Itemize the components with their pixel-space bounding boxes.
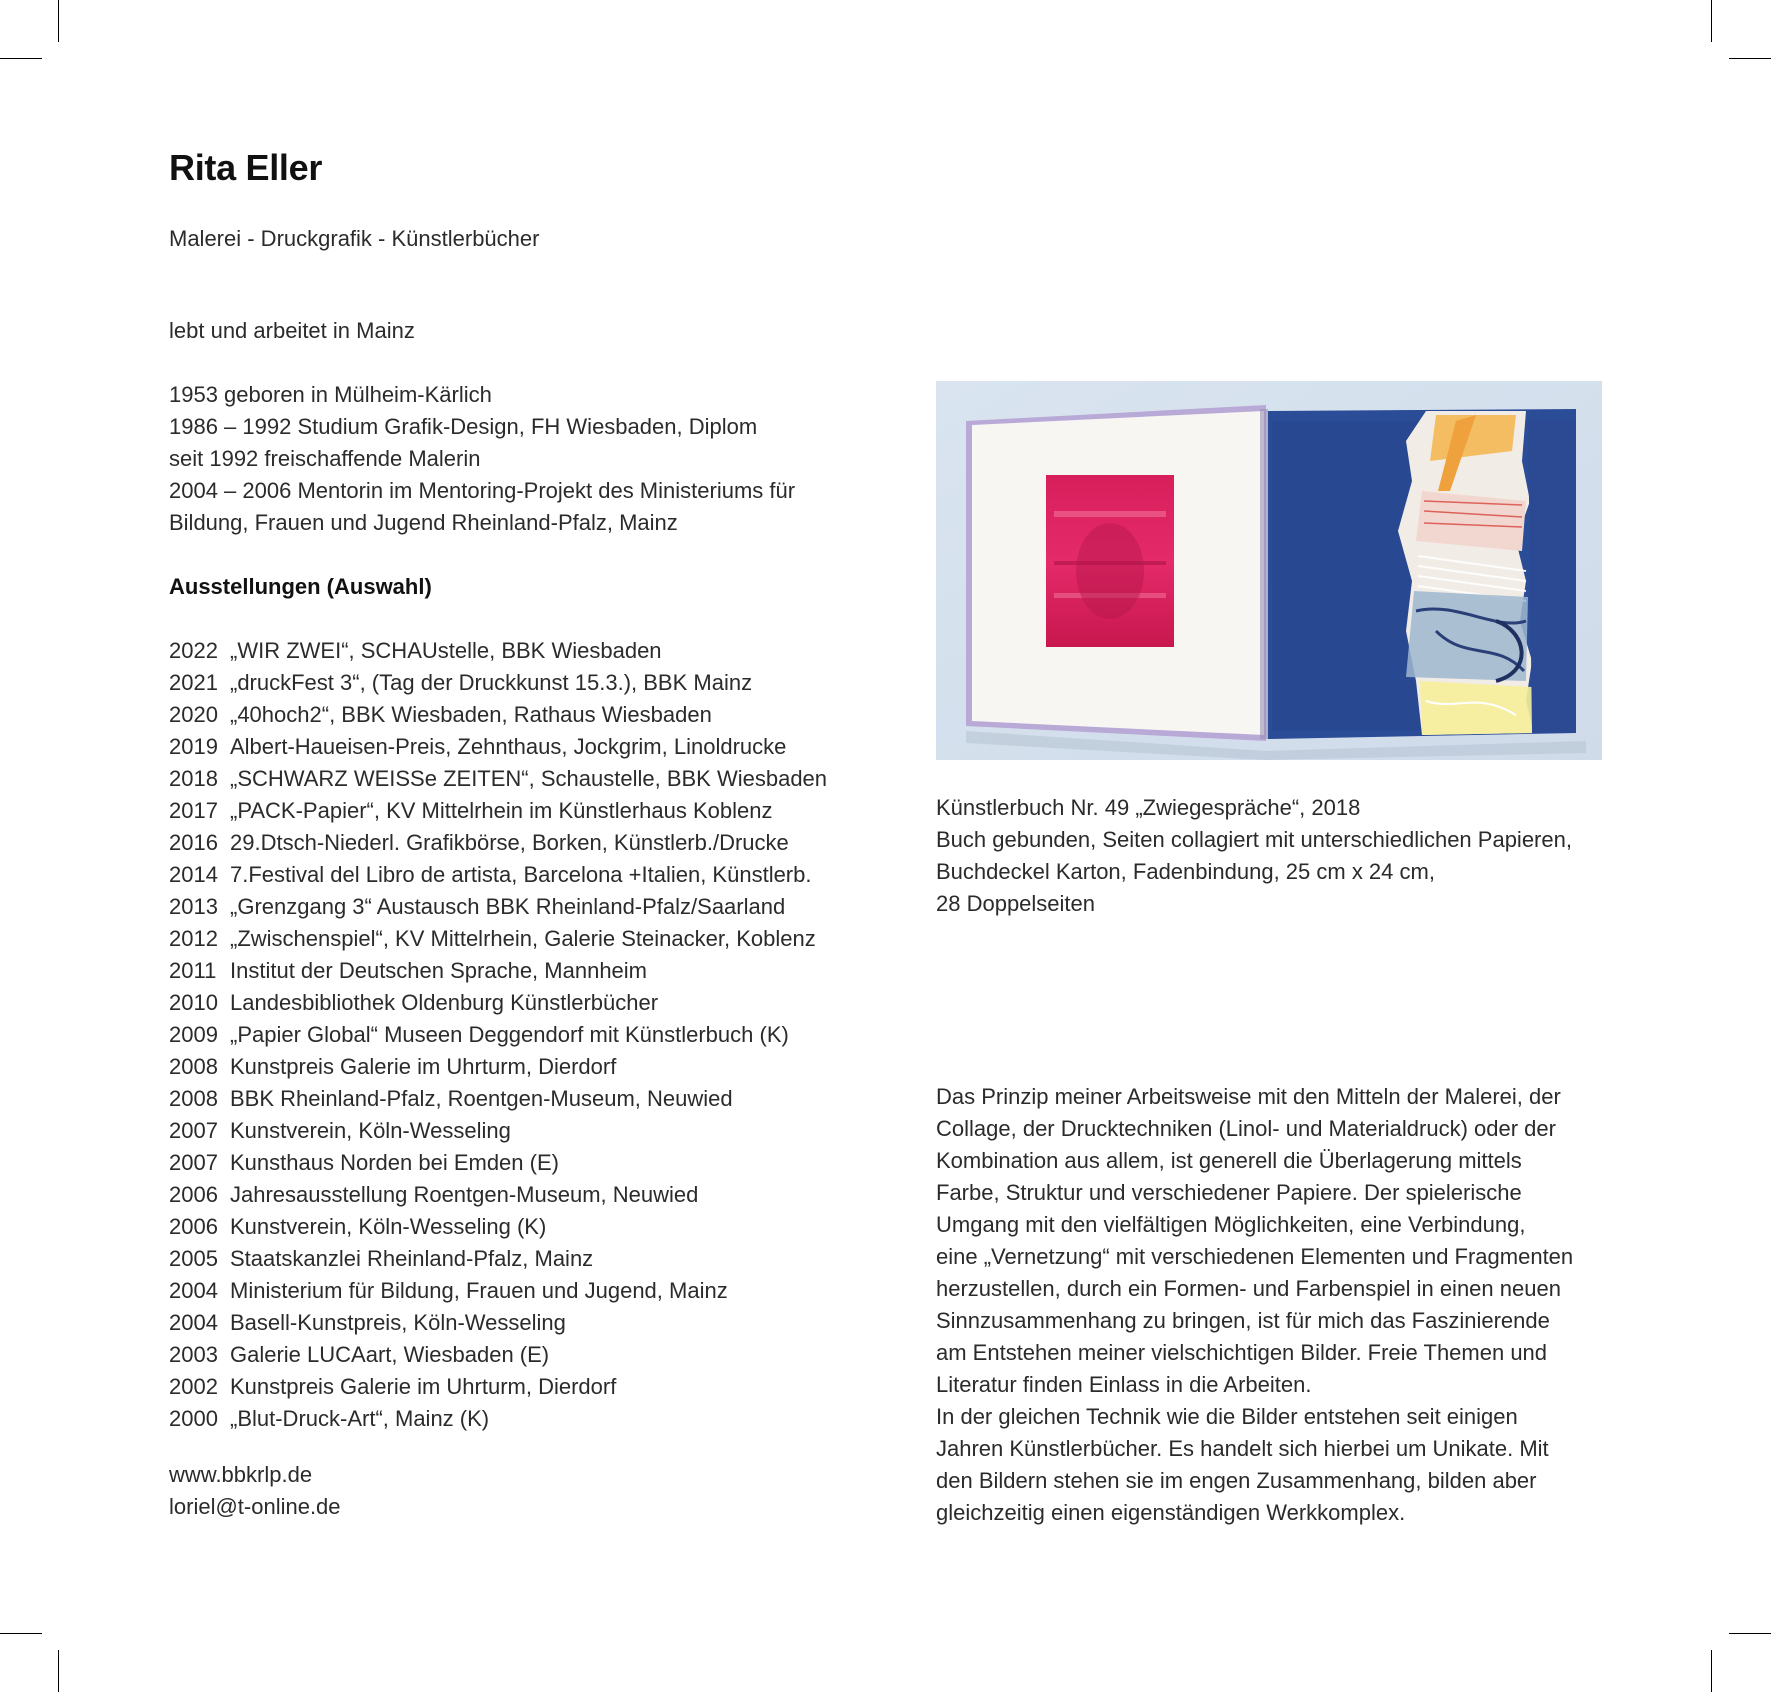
bio-line: Bildung, Frauen und Jugend Rheinland-Pfalz, Mainz [169, 510, 678, 535]
artist-disciplines: Malerei - Druckgrafik - Künstlerbücher [169, 226, 540, 251]
exhibition-year: 2004 [169, 1278, 218, 1303]
exhibition-year: 2013 [169, 894, 218, 919]
statement-line: Das Prinzip meiner Arbeitsweise mit den Mitteln der Malerei, der [936, 1084, 1561, 1109]
exhibition-row [169, 987, 827, 1019]
exhibition-year: 2022 [169, 638, 218, 663]
exhibition-row [169, 923, 827, 955]
crop-mark [1729, 58, 1771, 59]
exhibition-year: 2005 [169, 1246, 218, 1271]
caption-line: Buchdeckel Karton, Fadenbindung, 25 cm x 24 cm, [936, 859, 1435, 884]
exhibition-row [169, 1019, 827, 1051]
statement-line: Farbe, Struktur und verschiedener Papiere. Der spielerische [936, 1180, 1522, 1205]
exhibition-row [169, 1243, 827, 1275]
exhibition-row [169, 1051, 827, 1083]
exhibition-row [169, 1147, 827, 1179]
exhibition-text: Albert-Haueisen-Preis, Zehnthaus, Jockgrim, Linoldrucke [230, 734, 787, 759]
statement-line: Collage, der Drucktechniken (Linol- und Materialdruck) oder der [936, 1116, 1556, 1141]
exhibition-year: 2007 [169, 1150, 218, 1175]
statement-line: herzustellen, durch ein Formen- und Farbenspiel in einen neuen [936, 1276, 1561, 1301]
bio-line: 1953 geboren in Mülheim-Kärlich [169, 382, 492, 407]
statement-line: Jahren Künstlerbücher. Es handelt sich hierbei um Unikate. Mit [936, 1436, 1549, 1461]
exhibition-row [169, 795, 827, 827]
website-link[interactable]: www.bbkrlp.de [169, 1462, 313, 1487]
exhibition-year: 2006 [169, 1182, 218, 1207]
exhibition-year: 2009 [169, 1022, 218, 1047]
crop-mark [1711, 0, 1712, 42]
exhibition-year: 2007 [169, 1118, 218, 1143]
statement-line: den Bildern stehen sie im engen Zusammenhang, bilden aber [936, 1468, 1537, 1493]
exhibition-text: „WIR ZWEI“, SCHAUstelle, BBK Wiesbaden [230, 638, 662, 663]
exhibition-row [169, 1179, 827, 1211]
exhibition-text: Galerie LUCAart, Wiesbaden (E) [230, 1342, 550, 1367]
exhibition-year: 2017 [169, 798, 218, 823]
bio-line: 1986 – 1992 Studium Grafik-Design, FH Wiesbaden, Diplom [169, 414, 758, 439]
left-column [169, 145, 869, 1519]
exhibition-year: 2010 [169, 990, 218, 1015]
bio-line: 2004 – 2006 Mentorin im Mentoring-Projekt des Ministeriums für [169, 478, 796, 503]
exhibition-row [169, 859, 827, 891]
caption-line: Künstlerbuch Nr. 49 „Zwiegespräche“, 2018 [936, 795, 1361, 820]
exhibition-row [169, 891, 827, 923]
exhibition-text: „Papier Global“ Museen Deggendorf mit Künstlerbuch (K) [230, 1022, 789, 1047]
statement-line: am Entstehen meiner vielschichtigen Bilder. Freie Themen und [936, 1340, 1548, 1365]
exhibition-year: 2004 [169, 1310, 218, 1335]
email-link[interactable]: loriel@t-online.de [169, 1494, 341, 1519]
exhibition-text: BBK Rheinland-Pfalz, Roentgen-Museum, Neuwied [230, 1086, 733, 1111]
crop-mark [1711, 1650, 1712, 1692]
exhibition-row [169, 1371, 827, 1403]
exhibition-row [169, 1339, 827, 1371]
exhibition-row [169, 955, 827, 987]
exhibition-year: 2012 [169, 926, 218, 951]
exhibition-year: 2003 [169, 1342, 218, 1367]
exhibition-text: Jahresausstellung Roentgen-Museum, Neuwied [230, 1182, 699, 1207]
exhibition-text: 7.Festival del Libro de artista, Barcelona +Italien, Künstlerb. [230, 862, 812, 887]
statement-line: Literatur finden Einlass in die Arbeiten. [936, 1372, 1312, 1397]
exhibition-text: „PACK-Papier“, KV Mittelrhein im Künstlerhaus Koblenz [230, 798, 773, 823]
exhibition-text: Kunstverein, Köln-Wesseling [230, 1118, 511, 1143]
exhibition-text: 29.Dtsch-Niederl. Grafikbörse, Borken, Künstlerb./Drucke [230, 830, 789, 855]
statement-line: gleichzeitig einen eigenständigen Werkkomplex. [936, 1500, 1406, 1525]
exhibition-text: „SCHWARZ WEISSe ZEITEN“, Schaustelle, BBK Wiesbaden [230, 766, 828, 791]
exhibition-text: „druckFest 3“, (Tag der Druckkunst 15.3.), BBK Mainz [230, 670, 753, 695]
exhibition-text: Ministerium für Bildung, Frauen und Jugend, Mainz [230, 1278, 728, 1303]
exhibition-row [169, 635, 827, 667]
exhibition-year: 2020 [169, 702, 218, 727]
exhibition-row [169, 763, 827, 795]
bio-line: seit 1992 freischaffende Malerin [169, 446, 481, 471]
exhibition-row [169, 667, 827, 699]
exhibition-row [169, 1403, 827, 1435]
exhibitions-heading: Ausstellungen (Auswahl) [169, 574, 432, 599]
exhibition-text: Kunstpreis Galerie im Uhrturm, Dierdorf [230, 1054, 617, 1079]
photo-caption [936, 792, 1616, 920]
exhibition-text: Kunsthaus Norden bei Emden (E) [230, 1150, 559, 1175]
contact-section [169, 1459, 341, 1523]
crop-mark [58, 0, 59, 42]
exhibition-year: 2008 [169, 1054, 218, 1079]
exhibition-text: Institut der Deutschen Sprache, Mannheim [230, 958, 648, 983]
exhibition-row [169, 731, 827, 763]
exhibition-year: 2018 [169, 766, 218, 791]
crop-mark [1729, 1633, 1771, 1634]
exhibition-text: Kunstpreis Galerie im Uhrturm, Dierdorf [230, 1374, 617, 1399]
exhibition-year: 2008 [169, 1086, 218, 1111]
statement-line: eine „Vernetzung“ mit verschiedenen Elementen und Fragmenten [936, 1244, 1574, 1269]
caption-line: 28 Doppelseiten [936, 891, 1096, 916]
crop-mark [0, 58, 42, 59]
exhibition-row [169, 1115, 827, 1147]
artist-book-photo [936, 381, 1602, 760]
exhibition-text: Basell-Kunstpreis, Köln-Wesseling [230, 1310, 566, 1335]
exhibition-text: „40hoch2“, BBK Wiesbaden, Rathaus Wiesbaden [230, 702, 712, 727]
exhibition-text: Landesbibliothek Oldenburg Künstlerbücher [230, 990, 659, 1015]
exhibition-year: 2019 [169, 734, 218, 759]
artist-name: Rita Eller [169, 147, 323, 188]
caption-line: Buch gebunden, Seiten collagiert mit unterschiedlichen Papieren, [936, 827, 1572, 852]
exhibition-year: 2002 [169, 1374, 218, 1399]
exhibition-row [169, 699, 827, 731]
exhibition-row [169, 1211, 827, 1243]
artist-residence: lebt und arbeitet in Mainz [169, 318, 415, 343]
exhibition-year: 2000 [169, 1406, 218, 1431]
exhibition-row [169, 827, 827, 859]
exhibition-year: 2021 [169, 670, 218, 695]
exhibition-text: „Grenzgang 3“ Austausch BBK Rheinland-Pfalz/Saarland [230, 894, 786, 919]
crop-mark [0, 1633, 42, 1634]
artist-book-image [936, 381, 1602, 760]
exhibition-year: 2011 [169, 958, 217, 983]
exhibition-text: „Blut-Druck-Art“, Mainz (K) [230, 1406, 490, 1431]
exhibition-row [169, 1083, 827, 1115]
artist-statement [936, 1081, 1616, 1529]
exhibition-text: Kunstverein, Köln-Wesseling (K) [230, 1214, 547, 1239]
exhibition-row [169, 1275, 827, 1307]
exhibition-text: „Zwischenspiel“, KV Mittelrhein, Galerie Steinacker, Koblenz [230, 926, 816, 951]
exhibition-text: Staatskanzlei Rheinland-Pfalz, Mainz [230, 1246, 594, 1271]
exhibition-year: 2006 [169, 1214, 218, 1239]
crop-mark [58, 1650, 59, 1692]
statement-line: In der gleichen Technik wie die Bilder entstehen seit einigen [936, 1404, 1518, 1429]
statement-line: Sinnzusammenhang zu bringen, ist für mich das Faszinierende [936, 1308, 1550, 1333]
exhibition-year: 2016 [169, 830, 218, 855]
exhibition-year: 2014 [169, 862, 218, 887]
statement-line: Kombination aus allem, ist generell die Überlagerung mittels [936, 1148, 1522, 1173]
exhibitions-list [169, 635, 827, 1435]
exhibition-row [169, 1307, 827, 1339]
bio-section [169, 379, 795, 539]
statement-line: Umgang mit den vielfältigen Möglichkeiten, eine Verbindung, [936, 1212, 1526, 1237]
